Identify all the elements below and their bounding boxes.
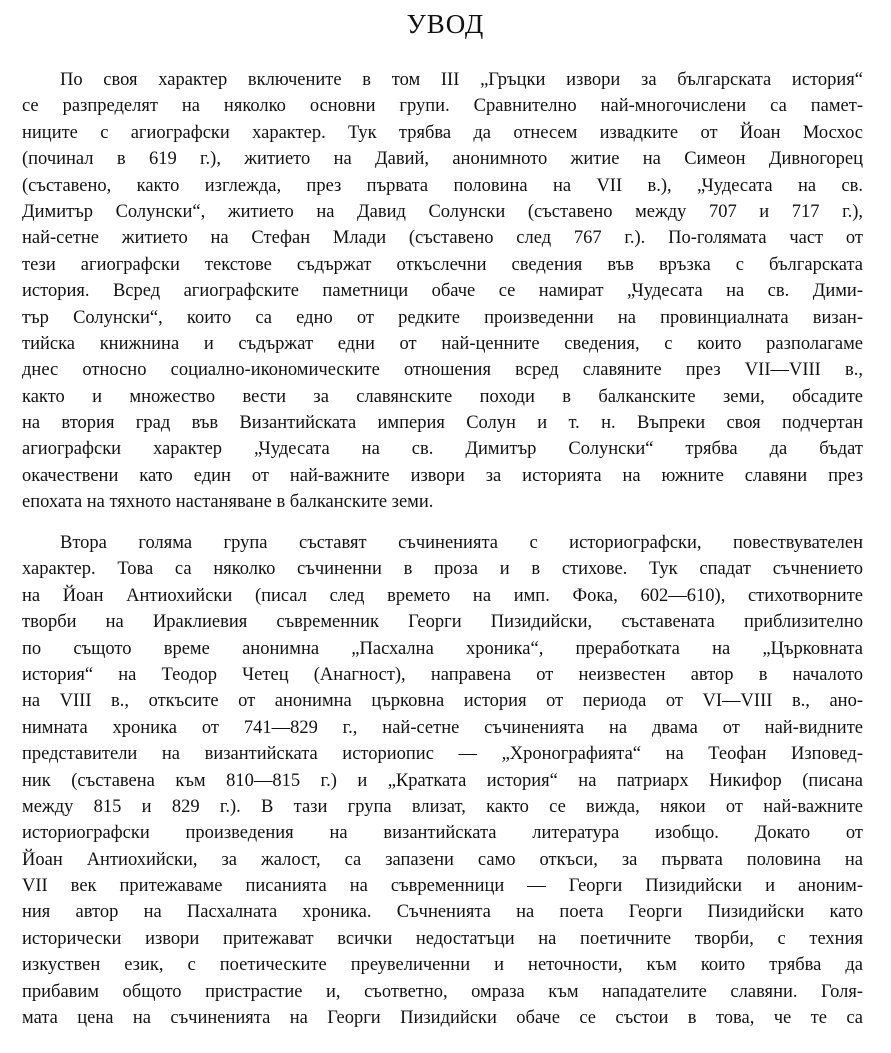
text-line: ник (съставена към 810—815 г.) и „Кратката история“ на патриарх Никифор (писана bbox=[22, 770, 863, 791]
text-line: история“ на Теодор Четец (Анагност), направена от неизвестен автор в началото bbox=[22, 664, 863, 685]
text-line: Йоан Антиохийски, за жалост, са запазени само откъси, за първата половина на bbox=[22, 849, 863, 870]
chapter-title: УВОД bbox=[406, 9, 485, 39]
text-line: (починал в 619 г.), житието на Давий, анонимното житие на Симеон Дивногорец bbox=[22, 149, 863, 170]
text-line: както и множество вести за славянските походи в балканските земи, обсадите bbox=[22, 386, 863, 407]
text-line: най-сетне житието на Стефан Млади (съставено след 767 г.). По-голямата част от bbox=[22, 228, 863, 249]
text-line: Димитър Солунски“, житието на Давид Солунски (съставено между 707 и 717 г.), bbox=[22, 201, 863, 222]
text-line: Втора голяма група съставят съчиненията с историографски, повествувателен bbox=[60, 533, 863, 553]
text-line: нимната хроника от 741—829 г., най-сетне съчиненията на двама от най-видните bbox=[22, 717, 863, 738]
text-line: тър Солунски“, които са едно от редките произведенни на провинциалната визан- bbox=[22, 307, 863, 328]
text-line: характер. Това са няколко съчиненни в проза и в стихове. Тук спадат съчнението bbox=[22, 559, 863, 580]
text-line: ниците с агиографски характер. Тук трябва да отнесем извадките от Йоан Мосхос bbox=[22, 122, 863, 143]
text-line: на VIII в., откъсите от анонимна църковна история от периода от VI—VIII в., ано- bbox=[22, 691, 863, 712]
text-line: агиографски характер „Чудесата на св. Димитър Солунски“ трябва да бъдат bbox=[22, 439, 863, 460]
text-line: историографски произведения на византийската литература изобщо. Докато от bbox=[22, 823, 863, 844]
text-line: по същото време анонимна „Пасхална хроника“, преработката на „Църковната bbox=[22, 638, 863, 659]
text-line: прибавим общото пристрастие и, съответно, омраза към нападателите славяни. Голя- bbox=[22, 981, 863, 1002]
text-line: По своя характер включените в том III „Гръцки извори за българската история“ bbox=[60, 70, 863, 90]
text-line: тийска книжнина и съдържат едни от най-ценните сведения, с които разполагаме bbox=[22, 333, 863, 354]
text-line: на втория град във Византийската империя Солун и т. н. Въпреки своя подчертан bbox=[22, 413, 863, 434]
text-line: изкуствен език, с поетическите преувеличенни и неточности, към които трябва да bbox=[22, 955, 863, 976]
text-line: между 815 и 829 г.). В тази група влизат, както се вижда, някои от най-важните bbox=[22, 796, 863, 817]
text-line: епохата на тяхното настаняване в балканските земи. bbox=[22, 492, 434, 513]
paragraph-historiographic bbox=[0, 530, 891, 1031]
text-line: на Йоан Антиохийски (писал след времето на имп. Фока, 602—610), стихотворните bbox=[22, 585, 863, 606]
text-line: исторически извори притежават всички недостатъци на поетичните творби, с техния bbox=[22, 928, 863, 949]
text-line: ния автор на Пасхалната хроника. Съчненията на поета Георги Пизидийски като bbox=[22, 902, 863, 923]
text-line: окачествени като един от най-важните извори за историята на южните славяни през bbox=[22, 465, 863, 486]
text-line: днес относно социално-икономическите отношения всред славяните през VII—VIII в., bbox=[22, 360, 863, 381]
paragraph-agiographic bbox=[0, 67, 891, 516]
text-line: тези агиографски текстове съдържат откъслечни сведения във връзка с българската bbox=[22, 254, 863, 275]
text-line: представители на византийската историопис — „Хронографията“ на Теофан Изповед- bbox=[22, 744, 863, 765]
text-line: мата цена на съчиненията на Георги Пизидийски обаче се състои в това, че те са bbox=[22, 1008, 863, 1029]
text-line: (съставено, както изглежда, през първата половина на VII в.), „Чудесата на св. bbox=[22, 175, 863, 196]
text-line: история. Всред агиографските паметници обаче се намират „Чудесата на св. Дими- bbox=[22, 281, 863, 302]
text-line: творби на Ираклиевия съвременник Георги Пизидийски, съставената приблизително bbox=[22, 612, 863, 633]
text-line: VII век притежаваме писанията на съвременници — Георги Пизидийски и аноним- bbox=[22, 876, 863, 897]
text-line: се разпределят на няколко основни групи. Сравнително най-многочислени са памет- bbox=[22, 96, 863, 117]
